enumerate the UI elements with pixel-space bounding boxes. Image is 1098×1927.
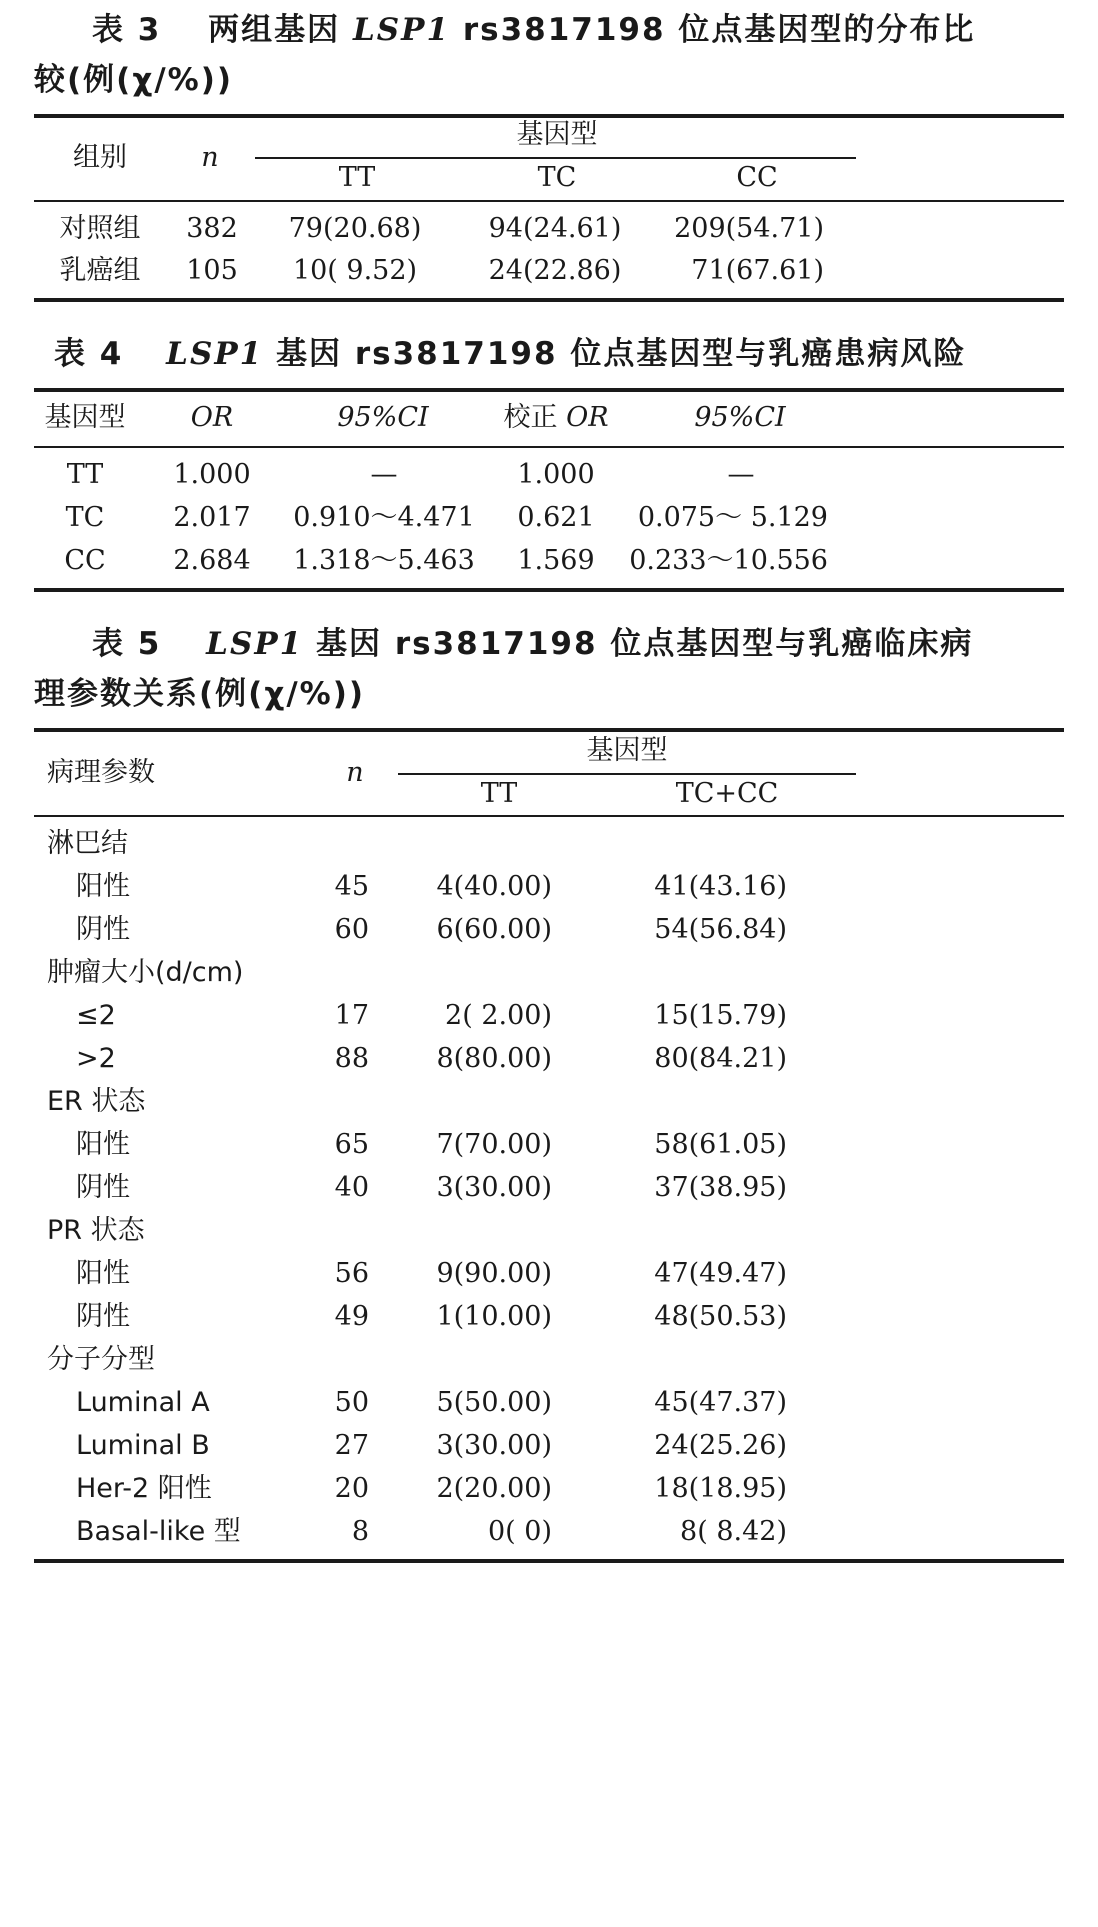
table3-caption-text-pre: 两组基因 bbox=[208, 12, 353, 48]
table4-row-adjusted-or: 0.621 bbox=[517, 502, 595, 533]
table4-row-genotype: CC bbox=[64, 545, 106, 576]
table3-row-n: 382 bbox=[186, 213, 238, 244]
table5-row-label: >2 bbox=[76, 1043, 116, 1074]
table5-row-tt: 3(30.00) bbox=[436, 1430, 552, 1461]
table5-row-tt: 6(60.00) bbox=[436, 914, 552, 945]
table5-row-tccc: 18(18.95) bbox=[654, 1473, 787, 1504]
table5-row-n: 50 bbox=[334, 1387, 369, 1418]
table3-row-group: 乳癌组 bbox=[59, 255, 141, 286]
table3-caption-number: 表 3 bbox=[92, 12, 162, 48]
table5-row-n: 65 bbox=[334, 1129, 369, 1160]
table5-row-tccc: 8( 8.42) bbox=[680, 1516, 787, 1547]
table5-row-label: Luminal B bbox=[76, 1430, 210, 1461]
table3-bottom-rule bbox=[34, 298, 1064, 302]
table5-row-tt: 8(80.00) bbox=[436, 1043, 552, 1074]
table5-caption-gene: LSP1 bbox=[206, 626, 304, 662]
table5-row-n: 17 bbox=[334, 1000, 369, 1031]
table5-row-tt: 0( 0) bbox=[487, 1516, 552, 1547]
table5-caption-line2: 理参数关系(例(χ/%)) bbox=[34, 676, 366, 712]
table5-row-tt: 5(50.00) bbox=[436, 1387, 552, 1418]
table4-top-rule bbox=[34, 388, 1064, 392]
table4-caption bbox=[34, 324, 1064, 384]
table5-row-label: Basal-like 型 bbox=[76, 1516, 241, 1547]
table4-row-genotype: TC bbox=[65, 502, 105, 533]
table5-row-n: 56 bbox=[334, 1258, 369, 1289]
table5-row-tt: 2(20.00) bbox=[436, 1473, 552, 1504]
table3-caption-gene: LSP1 bbox=[352, 12, 451, 48]
table4-row-adjusted-or: 1.000 bbox=[517, 459, 595, 490]
table5-header-genotype: 基因型 bbox=[586, 735, 668, 766]
table4-row-adjusted-or: 1.569 bbox=[517, 545, 595, 576]
table5-row-label: ≤2 bbox=[76, 1000, 116, 1031]
table4-row-adjusted-ci: — bbox=[727, 459, 755, 490]
table5-row-tccc: 80(84.21) bbox=[654, 1043, 787, 1074]
table5-row-n: 45 bbox=[334, 871, 369, 902]
table5-row-tccc: 58(61.05) bbox=[654, 1129, 787, 1160]
table5-row-n: 40 bbox=[334, 1172, 369, 1203]
table4-row-genotype: TT bbox=[66, 459, 104, 490]
table3-row-cc: 209(54.71) bbox=[674, 213, 824, 244]
table5-row-tccc: 45(47.37) bbox=[654, 1387, 787, 1418]
table5-row-n: 27 bbox=[334, 1430, 369, 1461]
table5-header-tt: TT bbox=[480, 778, 518, 809]
table4-caption-text: 基因 rs3817198 位点基因型与乳癌患病风险 bbox=[263, 336, 967, 372]
table4-row-ci: 1.318～5.463 bbox=[293, 545, 475, 576]
table3-header-tc: TC bbox=[537, 162, 577, 193]
table5-row-tccc: 47(49.47) bbox=[654, 1258, 787, 1289]
table5-row-label: 阳性 bbox=[76, 1129, 130, 1160]
table5-group-label: ER 状态 bbox=[47, 1086, 146, 1117]
table4-header-genotype: 基因型 bbox=[44, 402, 126, 433]
table4-row-ci: 0.910～4.471 bbox=[293, 502, 475, 533]
table3-caption-line2: 较(例(χ/%)) bbox=[34, 62, 234, 98]
table4-row-adjusted-ci: 0.075～ 5.129 bbox=[637, 502, 828, 533]
table5-row-n: 49 bbox=[334, 1301, 369, 1332]
table5-group-label: 肿瘤大小(d/cm) bbox=[47, 957, 244, 988]
table4-row-or: 1.000 bbox=[173, 459, 251, 490]
table5-row-label: 阳性 bbox=[76, 1258, 130, 1289]
table5-row-label: 阳性 bbox=[76, 871, 130, 902]
table5-header-param: 病理参数 bbox=[47, 757, 155, 788]
table4-bottom-rule bbox=[34, 588, 1064, 592]
table5-group-label: 淋巴结 bbox=[47, 828, 128, 859]
table5-row-tccc: 48(50.53) bbox=[654, 1301, 787, 1332]
table4-header-or: OR bbox=[190, 402, 234, 433]
table4-caption-number: 表 4 bbox=[54, 336, 124, 372]
table5-header-tccc: TC+CC bbox=[675, 778, 779, 809]
table4-header-adjusted-or-label: OR bbox=[566, 402, 609, 433]
table5-caption-number: 表 5 bbox=[92, 626, 162, 662]
table5-row-tccc: 41(43.16) bbox=[654, 871, 787, 902]
table5-genotype-rule bbox=[398, 773, 856, 775]
table5-row-tt: 7(70.00) bbox=[436, 1129, 552, 1160]
table4-row-adjusted-ci: 0.233～10.556 bbox=[629, 545, 828, 576]
table5-row-tt: 3(30.00) bbox=[436, 1172, 552, 1203]
table5-row-n: 60 bbox=[334, 914, 369, 945]
table3-header-n: n bbox=[201, 142, 219, 173]
table5-row-tccc: 15(15.79) bbox=[654, 1000, 787, 1031]
table5-header-n: n bbox=[346, 757, 364, 788]
table5-row-label: Her-2 阳性 bbox=[76, 1473, 212, 1504]
table5-row-tt: 4(40.00) bbox=[436, 871, 552, 902]
table5-row-label: 阴性 bbox=[76, 1301, 130, 1332]
table5-row-label: 阴性 bbox=[76, 1172, 130, 1203]
table3-header-genotype: 基因型 bbox=[516, 119, 598, 150]
table3-header-group: 组别 bbox=[73, 142, 127, 173]
table5-bottom-rule bbox=[34, 1559, 1064, 1563]
table4-caption-gene: LSP1 bbox=[166, 336, 264, 372]
table4-row-ci: — bbox=[370, 459, 398, 490]
table5-row-tt: 1(10.00) bbox=[436, 1301, 552, 1332]
table3-row-group: 对照组 bbox=[59, 213, 141, 244]
table3-row-n: 105 bbox=[186, 255, 238, 286]
table5-row-n: 20 bbox=[334, 1473, 369, 1504]
table5-row-tccc: 24(25.26) bbox=[654, 1430, 787, 1461]
table4-header-ci: 95%CI bbox=[337, 402, 429, 433]
table4-header-rule bbox=[34, 446, 1064, 448]
table5-header-rule bbox=[34, 815, 1064, 817]
table5-row-tt: 9(90.00) bbox=[436, 1258, 552, 1289]
table5-row-tt: 2( 2.00) bbox=[445, 1000, 552, 1031]
table5-row-label: Luminal A bbox=[76, 1387, 210, 1418]
table3-row-tt: 79(20.68) bbox=[288, 213, 422, 244]
table4-header-adjusted-prefix: 校正 bbox=[503, 402, 567, 433]
table3-caption-text-post: rs3817198 位点基因型的分布比 bbox=[450, 12, 976, 48]
table3-row-tc: 94(24.61) bbox=[488, 213, 622, 244]
table5-row-n: 8 bbox=[351, 1516, 369, 1547]
table5-caption-text: 基因 rs3817198 位点基因型与乳癌临床病 bbox=[303, 626, 974, 662]
table3-header-rule bbox=[34, 200, 1064, 202]
table4-row-or: 2.017 bbox=[173, 502, 251, 533]
table5-row-tccc: 54(56.84) bbox=[654, 914, 787, 945]
table3-row-cc: 71(67.61) bbox=[691, 255, 824, 286]
table5-row-tccc: 37(38.95) bbox=[654, 1172, 787, 1203]
table4-header-adjusted-ci: 95%CI bbox=[694, 402, 786, 433]
table5-group-label: PR 状态 bbox=[47, 1215, 145, 1246]
table3-header-tt: TT bbox=[338, 162, 376, 193]
table4-header-adjusted-or bbox=[503, 398, 608, 438]
table5-group-label: 分子分型 bbox=[47, 1344, 155, 1375]
table4-row-or: 2.684 bbox=[173, 545, 251, 576]
table3-row-tt: 10( 9.52) bbox=[292, 255, 418, 286]
table3-row-tc: 24(22.86) bbox=[488, 255, 622, 286]
table3-header-cc: CC bbox=[736, 162, 778, 193]
table5-row-label: 阴性 bbox=[76, 914, 130, 945]
table5-row-n: 88 bbox=[334, 1043, 369, 1074]
table5-top-rule bbox=[34, 728, 1064, 732]
